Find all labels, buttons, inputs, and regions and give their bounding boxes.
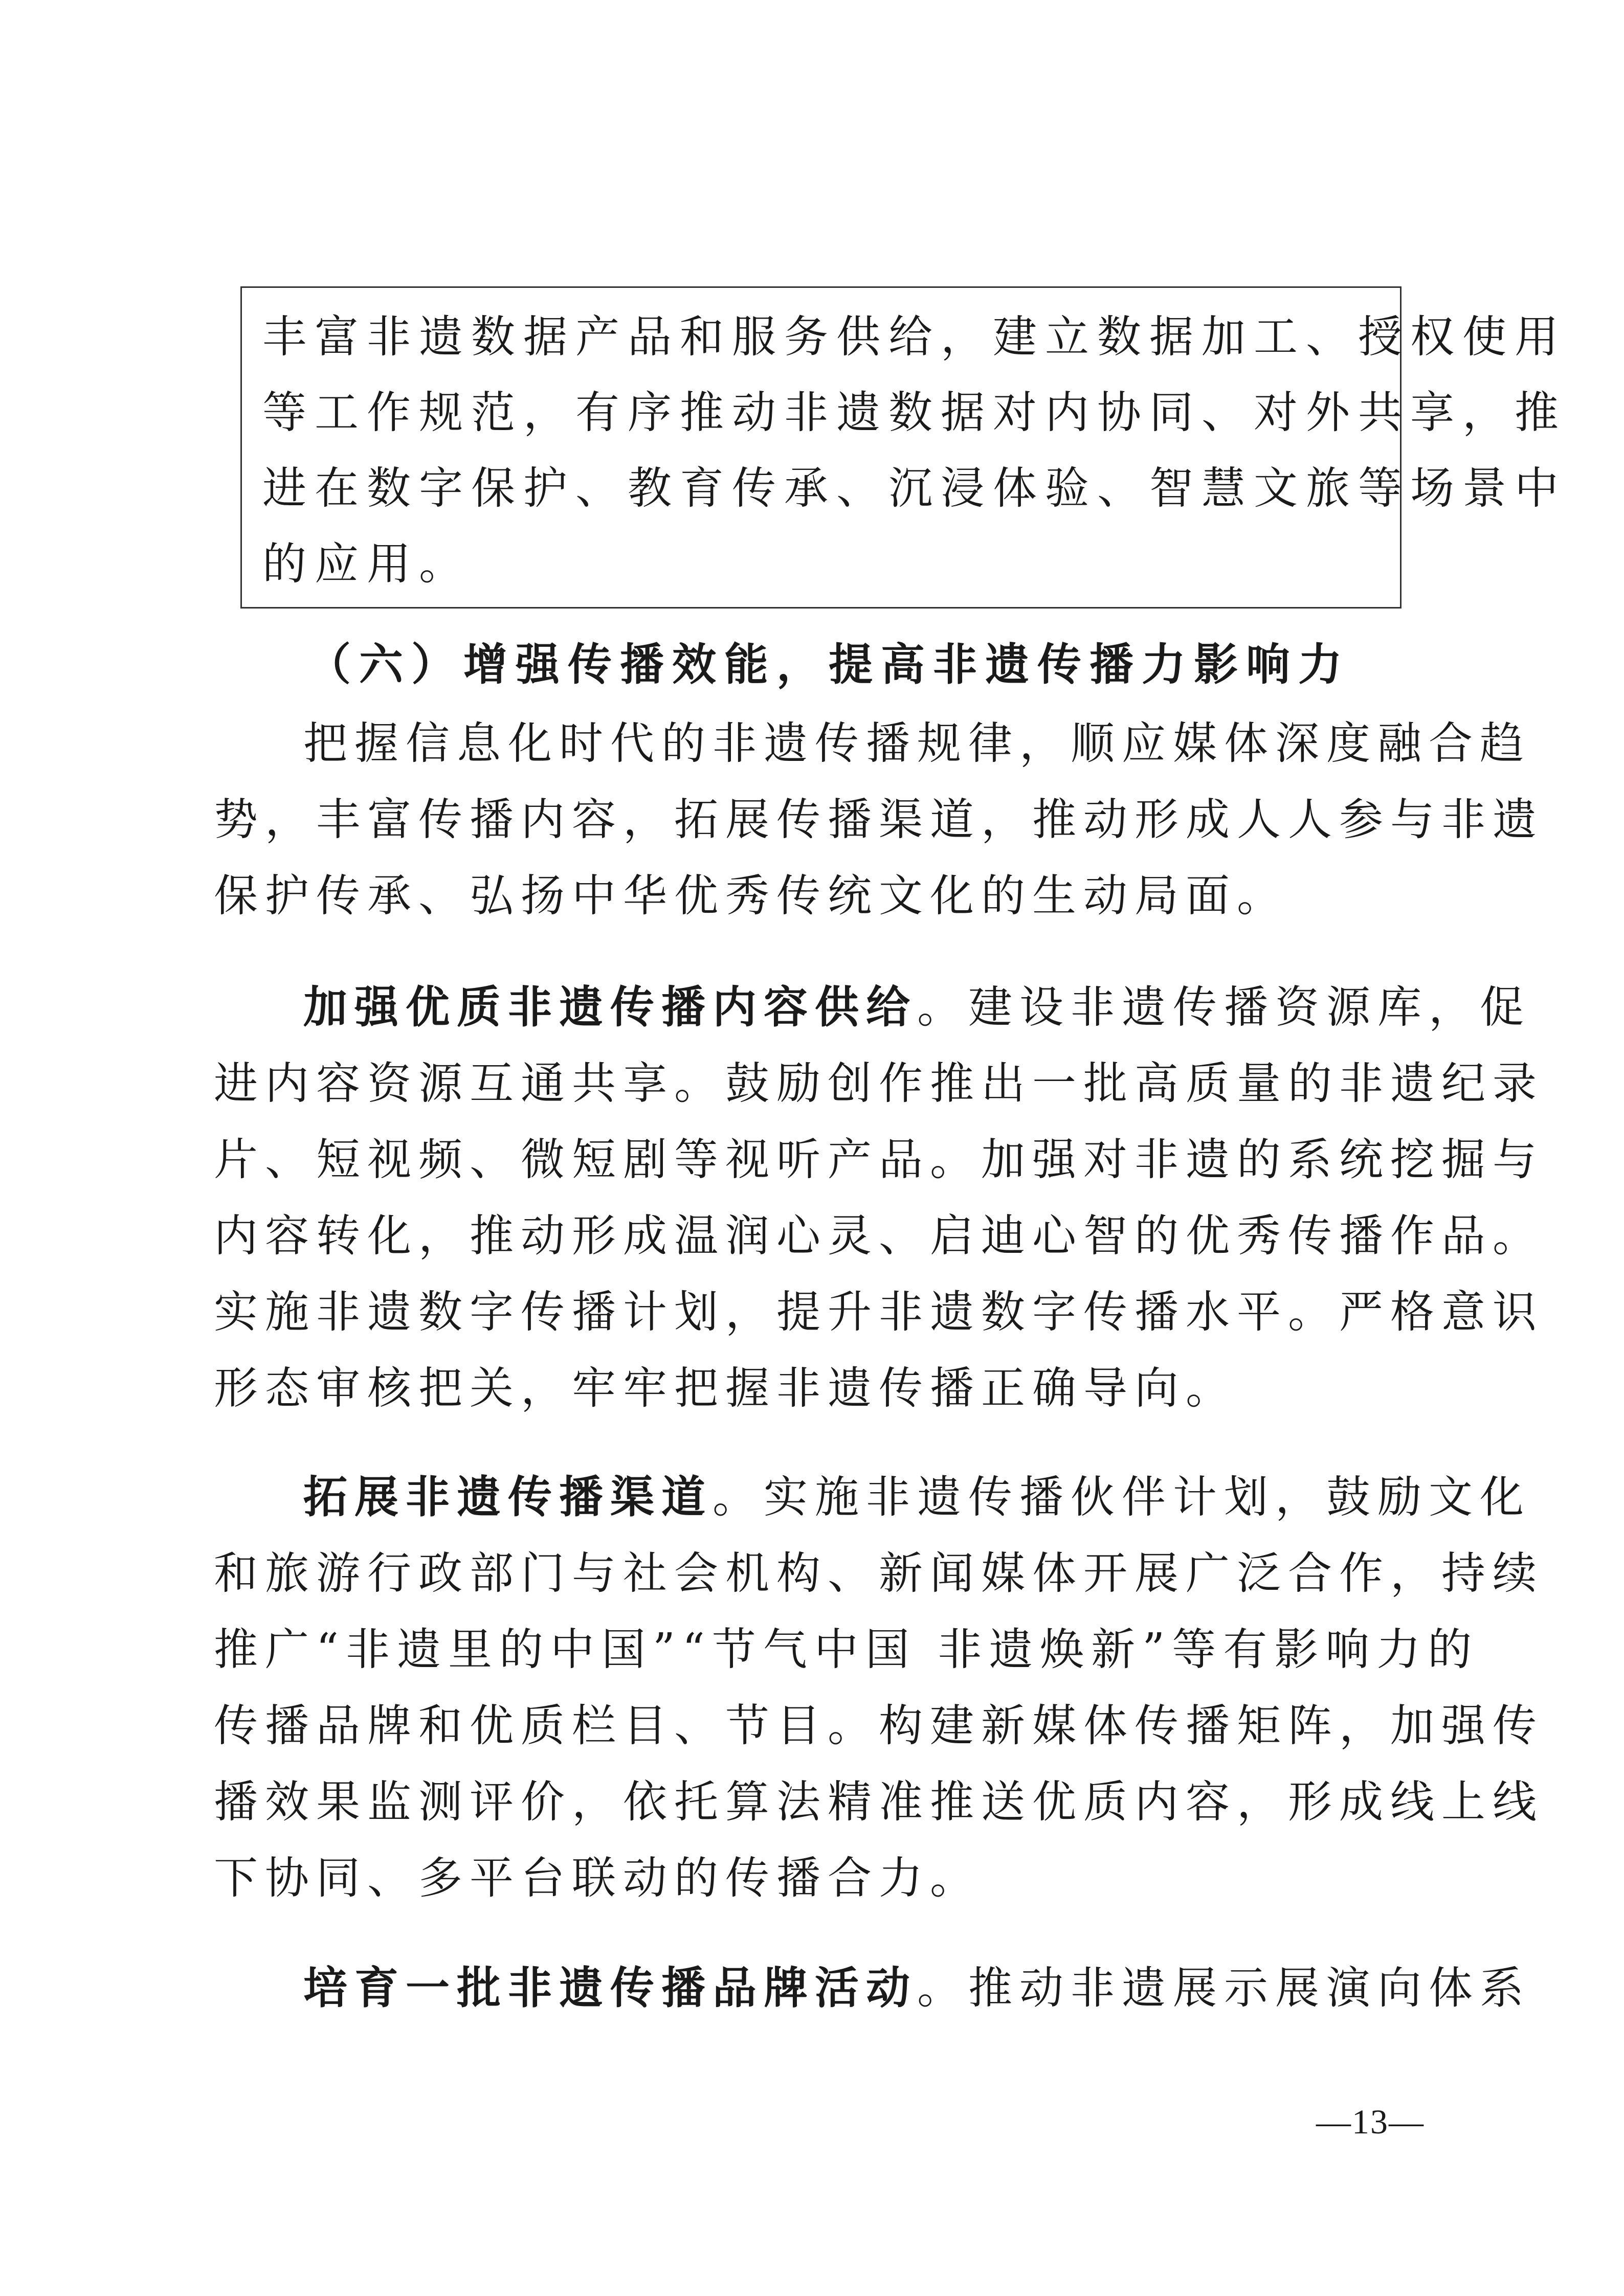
- section-heading: （六）增强传播效能，提高非遗传播力影响力: [307, 639, 1350, 690]
- para4-first-rest: 。推动非遗展示展演向体系: [917, 1963, 1531, 2014]
- para3-line-6: 下协同、多平台联动的传播合力。: [214, 1853, 981, 1904]
- para2-line-3: 片、短视频、微短剧等视听产品。加强对非遗的系统挖掘与: [214, 1134, 1544, 1185]
- paragraph-3: [214, 1459, 1544, 1917]
- para2-lead: 加强优质非遗传播内容供给: [303, 981, 917, 1033]
- para3-line-1: [214, 1459, 1531, 1536]
- para3-lead: 拓展非遗传播渠道: [303, 1471, 713, 1523]
- box-line-3: 进在数字保护、教育传承、沉浸体验、智慧文旅等场景中: [262, 463, 1567, 514]
- box-line-1: 丰富非遗数据产品和服务供给，建立数据加工、授权使用: [262, 311, 1567, 363]
- para3-line-5: 播效果监测评价，依托算法精准推送优质内容，形成线上线: [214, 1776, 1544, 1828]
- para2-line-2: 进内容资源互通共享。鼓励创作推出一批高质量的非遗纪录: [214, 1058, 1544, 1109]
- para3-line-2: 和旅游行政部门与社会机构、新闻媒体开展广泛合作，持续: [214, 1548, 1544, 1599]
- para2-line-4: 内容转化，推动形成温润心灵、启迪心智的优秀传播作品。: [214, 1210, 1544, 1262]
- paragraph-4: [214, 1950, 1531, 2027]
- box-line-4: 的应用。: [262, 538, 471, 590]
- para2-line-6: 形态审核把关，牢牢把握非遗传播正确导向。: [214, 1363, 1237, 1414]
- para3-line-4: 传播品牌和优质栏目、节目。构建新媒体传播矩阵，加强传: [214, 1700, 1544, 1751]
- paragraph-2: [214, 969, 1544, 1427]
- page-number: —13—: [1316, 2102, 1425, 2141]
- para4-line-1: [214, 1950, 1531, 2027]
- box-line-2: 等工作规范，有序推动非遗数据对内协同、对外共享，推: [262, 387, 1567, 438]
- para1-line-3: 保护传承、弘扬中华优秀传统文化的生动局面。: [214, 870, 1288, 921]
- boxed-paragraph: [240, 286, 1567, 609]
- paragraph-1: [214, 706, 1544, 934]
- para1-line-1: 把握信息化时代的非遗传播规律，顺应媒体深度融合趋: [303, 718, 1531, 769]
- para1-line-2: 势，丰富传播内容，拓展传播渠道，推动形成人人参与非遗: [214, 794, 1544, 845]
- para2-line-1: [214, 969, 1531, 1046]
- para2-first-rest: 。建设非遗传播资源库，促: [917, 982, 1531, 1033]
- para2-line-5: 实施非遗数字传播计划，提升非遗数字传播水平。严格意识: [214, 1287, 1544, 1338]
- para4-lead: 培育一批非遗传播品牌活动: [303, 1962, 917, 2014]
- para3-first-rest: 。实施非遗传播伙伴计划，鼓励文化: [713, 1472, 1531, 1523]
- para3-line-3: 推广“非遗里的中国”“节气中国 非遗焕新”等有影响力的: [214, 1624, 1479, 1675]
